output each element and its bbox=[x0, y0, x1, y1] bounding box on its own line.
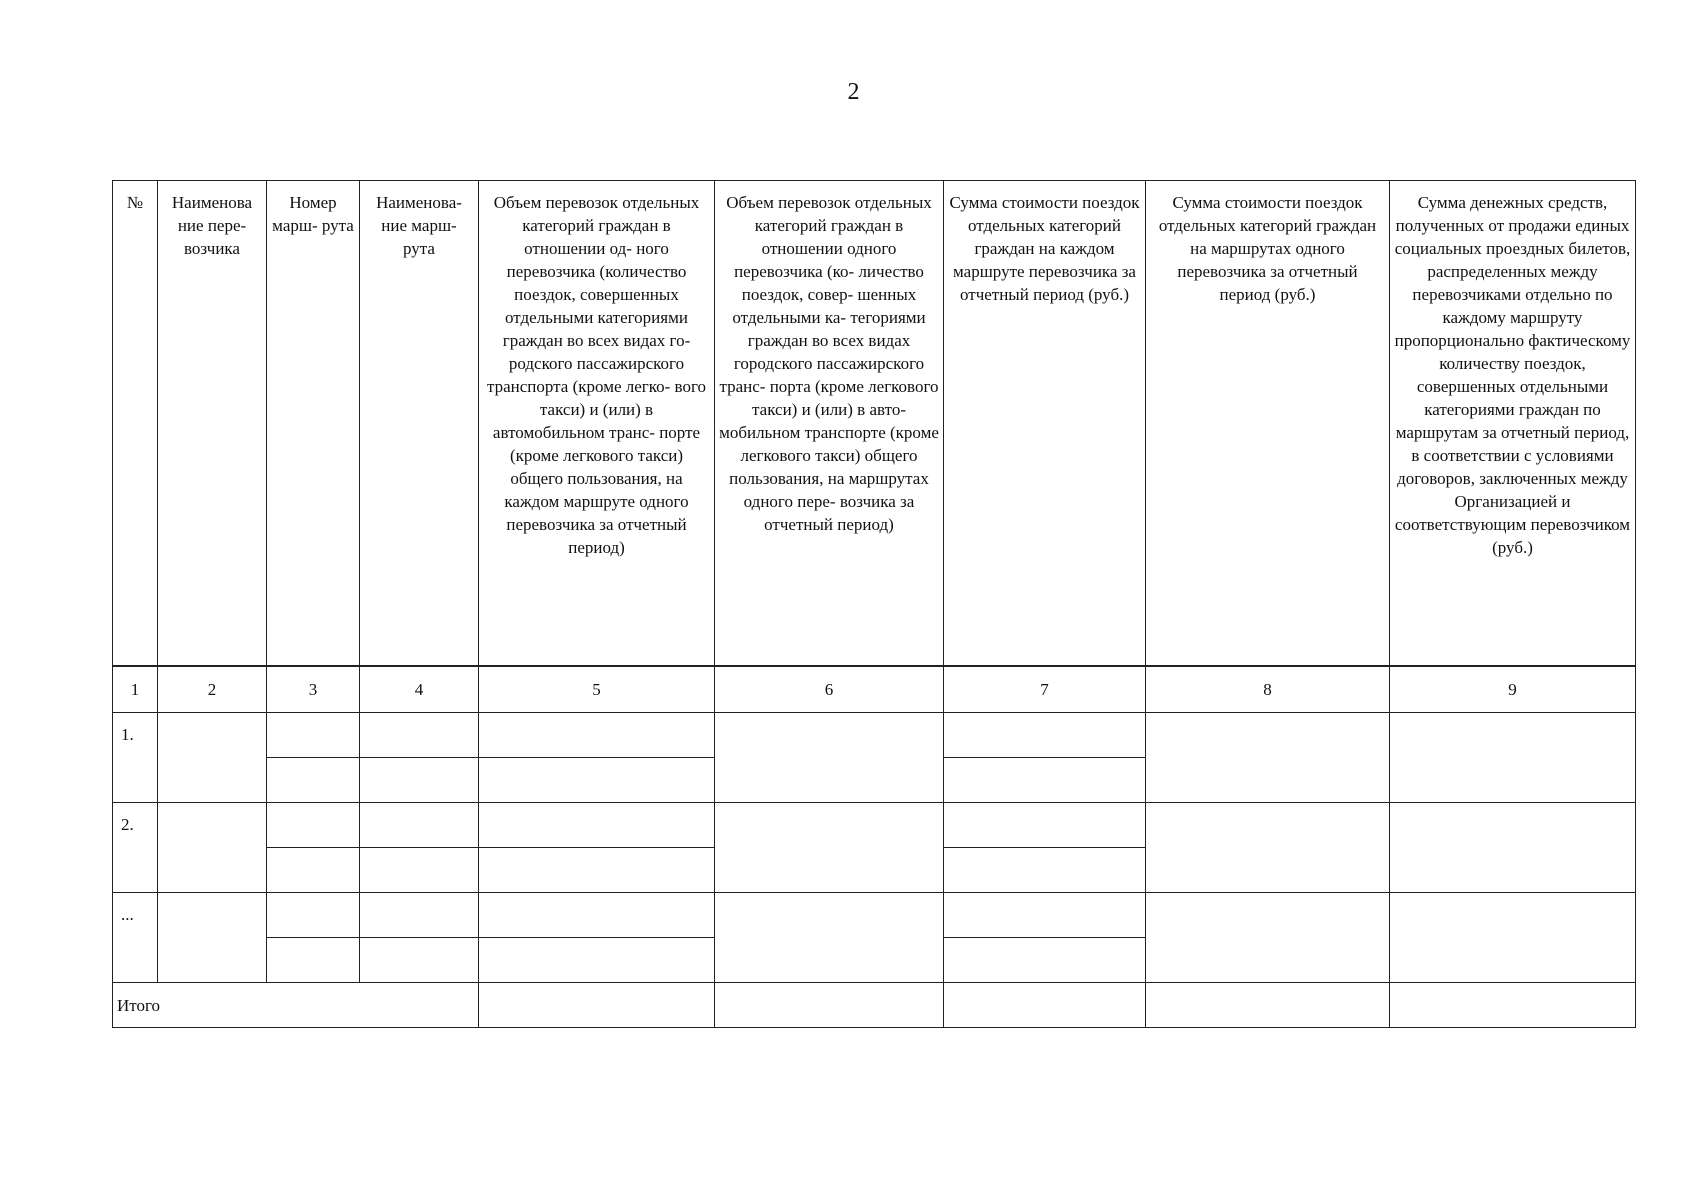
cell-volume-per-carrier[interactable] bbox=[715, 713, 944, 803]
header-volume-per-carrier: Объем перевозок отдельных категорий граждан в отношении одного перевозчика (ко- личество поездок, совер- шенных отдельными ка- тегориями граждан во всех видах городского пассажирского транс- порта (кроме легкового такси) и (или) в авто- мобильном транспорте (кроме легкового такси) общего пользования, на маршрутах одного пере- возчика за отчетный период) bbox=[715, 181, 944, 667]
row-number: 1. bbox=[113, 713, 158, 803]
header-cost-per-carrier: Сумма стоимости поездок отдельных категорий граждан на маршрутах одного перевозчика за отчетный период (руб.) bbox=[1146, 181, 1390, 667]
total-cost-per-carrier[interactable] bbox=[1146, 983, 1390, 1028]
cell-cost-per-route[interactable] bbox=[944, 803, 1146, 848]
header-route-number: Номер марш- рута bbox=[267, 181, 360, 667]
header-number: № bbox=[113, 181, 158, 667]
cell-route-name[interactable] bbox=[360, 938, 479, 983]
column-number: 9 bbox=[1390, 666, 1636, 713]
cell-volume-per-route[interactable] bbox=[479, 938, 715, 983]
column-number: 3 bbox=[267, 666, 360, 713]
table-row bbox=[113, 803, 1636, 848]
cell-cost-per-route[interactable] bbox=[944, 848, 1146, 893]
cell-volume-per-carrier[interactable] bbox=[715, 893, 944, 983]
report-table bbox=[112, 180, 1636, 1028]
cell-volume-per-route[interactable] bbox=[479, 893, 715, 938]
table-row bbox=[113, 713, 1636, 758]
table-row bbox=[113, 893, 1636, 938]
cell-volume-per-route[interactable] bbox=[479, 758, 715, 803]
cell-carrier-name[interactable] bbox=[158, 803, 267, 893]
cell-route-number[interactable] bbox=[267, 803, 360, 848]
header-row bbox=[113, 181, 1636, 667]
header-carrier-name: Наименова ние пере- возчика bbox=[158, 181, 267, 667]
cell-carrier-name[interactable] bbox=[158, 713, 267, 803]
cell-route-name[interactable] bbox=[360, 758, 479, 803]
column-number: 7 bbox=[944, 666, 1146, 713]
column-number: 4 bbox=[360, 666, 479, 713]
total-cost-per-route[interactable] bbox=[944, 983, 1146, 1028]
cell-volume-per-carrier[interactable] bbox=[715, 803, 944, 893]
header-cost-per-route: Сумма стоимости поездок отдельных категорий граждан на каждом маршруте перевозчика за отчетный период (руб.) bbox=[944, 181, 1146, 667]
cell-volume-per-route[interactable] bbox=[479, 713, 715, 758]
cell-ticket-funds[interactable] bbox=[1390, 803, 1636, 893]
cell-route-name[interactable] bbox=[360, 713, 479, 758]
cell-cost-per-route[interactable] bbox=[944, 758, 1146, 803]
cell-volume-per-route[interactable] bbox=[479, 803, 715, 848]
cell-cost-per-route[interactable] bbox=[944, 713, 1146, 758]
column-number-row bbox=[113, 666, 1636, 713]
header-ticket-funds: Сумма денежных средств, полученных от продажи единых социальных проездных билетов, распределенных между перевозчиками отдельно по каждому маршруту пропорционально фактическому количеству поездок, совершенных отдельными категориями граждан по маршрутам за отчетный период, в соответствии с условиями договоров, заключенных между Организацией и соответствующим перевозчиком (руб.) bbox=[1390, 181, 1636, 667]
total-volume-per-route[interactable] bbox=[479, 983, 715, 1028]
cell-carrier-name[interactable] bbox=[158, 893, 267, 983]
cell-volume-per-route[interactable] bbox=[479, 848, 715, 893]
header-route-name: Наименова- ние марш- рута bbox=[360, 181, 479, 667]
cell-ticket-funds[interactable] bbox=[1390, 713, 1636, 803]
row-number: ... bbox=[113, 893, 158, 983]
column-number: 2 bbox=[158, 666, 267, 713]
page-number: 2 bbox=[847, 79, 860, 105]
total-label: Итого bbox=[113, 983, 479, 1028]
cell-route-name[interactable] bbox=[360, 803, 479, 848]
cell-route-number[interactable] bbox=[267, 713, 360, 758]
cell-route-number[interactable] bbox=[267, 938, 360, 983]
cell-route-name[interactable] bbox=[360, 893, 479, 938]
header-volume-per-route: Объем перевозок отдельных категорий граждан в отношении од- ного перевозчика (количество поездок, совершенных отдельными категориями граждан во всех видах го- родского пассажирского транспорта (кроме легко- вого такси) и (или) в автомобильном транс- порте (кроме легкового такси) общего пользования, на каждом маршруте одного перевозчика за отчетный период) bbox=[479, 181, 715, 667]
cell-cost-per-carrier[interactable] bbox=[1146, 713, 1390, 803]
total-row bbox=[113, 983, 1636, 1028]
cell-cost-per-route[interactable] bbox=[944, 938, 1146, 983]
row-number: 2. bbox=[113, 803, 158, 893]
cell-route-number[interactable] bbox=[267, 893, 360, 938]
column-number: 1 bbox=[113, 666, 158, 713]
cell-route-number[interactable] bbox=[267, 758, 360, 803]
cell-cost-per-route[interactable] bbox=[944, 893, 1146, 938]
column-number: 6 bbox=[715, 666, 944, 713]
column-number: 8 bbox=[1146, 666, 1390, 713]
column-number: 5 bbox=[479, 666, 715, 713]
cell-cost-per-carrier[interactable] bbox=[1146, 893, 1390, 983]
total-ticket-funds[interactable] bbox=[1390, 983, 1636, 1028]
cell-cost-per-carrier[interactable] bbox=[1146, 803, 1390, 893]
cell-route-name[interactable] bbox=[360, 848, 479, 893]
cell-route-number[interactable] bbox=[267, 848, 360, 893]
total-volume-per-carrier[interactable] bbox=[715, 983, 944, 1028]
cell-ticket-funds[interactable] bbox=[1390, 893, 1636, 983]
